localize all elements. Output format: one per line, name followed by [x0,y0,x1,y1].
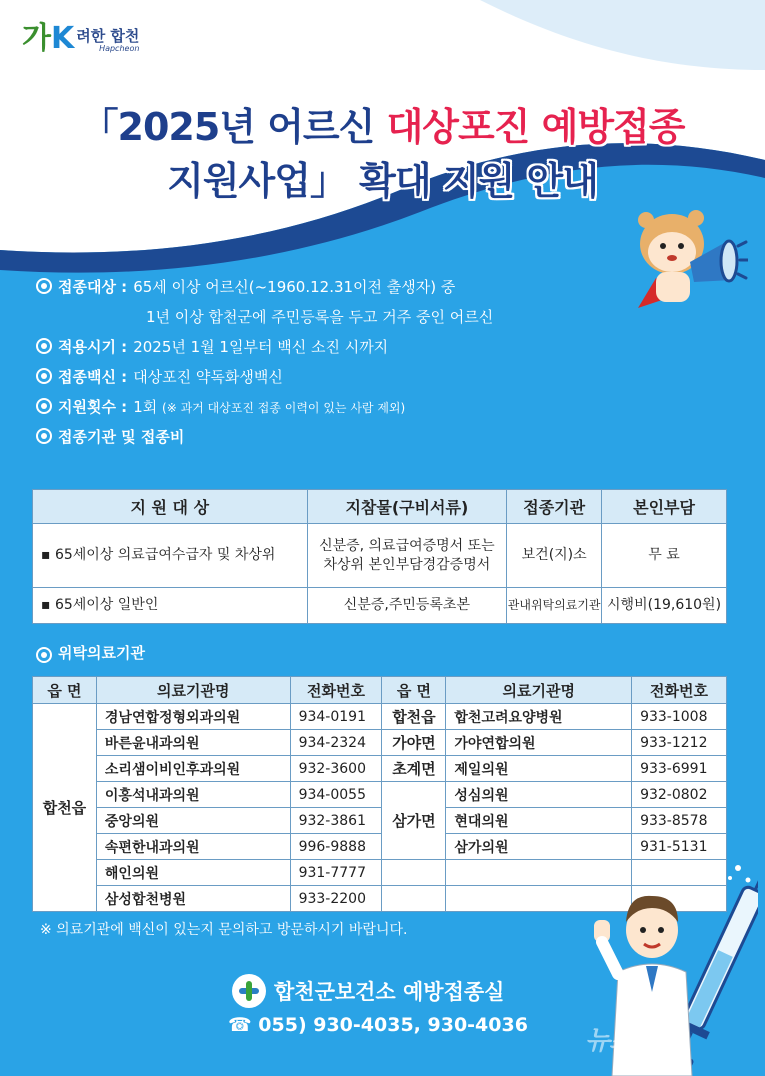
info-target: 접종대상 : 65세 이상 어르신(~1960.12.31이전 출생자) 중 [36,276,656,306]
title-highlight: 대상포진 예방접종 [386,105,685,149]
bullet-icon [36,338,52,354]
table-row: 속편한내과의원 996-9888 삼가의원 931-5131 [33,834,727,860]
info-target-line2: 1년 이상 합천군에 주민등록을 두고 거주 중인 어르신 [146,308,494,326]
bullet-icon [36,398,52,414]
info-vaccine: 접종백신 : 대상포진 약독화생백신 [36,366,656,396]
table-row: 이홍석내과의원 934-0055 삼가면 성심의원 932-0802 [33,782,727,808]
bullet-icon [36,647,52,663]
logo-korean-text: 려한 합천 [76,27,140,45]
table-row: 중앙의원 932-3861 현대의원 933-8578 [33,808,727,834]
header-cost: 본인부담 [602,490,727,524]
hapcheon-logo: 가K 려한 합천 Hapcheon [22,21,140,56]
table-row: 삼성합천병원 933-2200 [33,886,727,912]
table-row: 소리샘이비인후과의원 932-3600 초계면 제일의원 933-6991 [33,756,727,782]
page-title-line1: 「2025년 어르신 대상포진 예방접종 [80,105,685,149]
table-row: 해인의원 931-7777 [33,860,727,886]
region-hapcheon: 합천읍 [33,704,97,912]
support-table [32,489,727,624]
info-count: 지원횟수 : 1회 (※ 과거 대상포진 접종 이력이 있는 사람 제외) [36,396,656,426]
bullet-icon [36,428,52,444]
header-facility: 접종기관 [507,490,602,524]
info-section [36,276,656,456]
header-docs: 지참물(구비서류) [307,490,507,524]
clinic-table: 읍 면 의료기관명 전화번호 읍 면 의료기관명 전화번호 합천읍 경남연합정형외과의원 934-0191 합천읍 합천고려요양병원 933-1008 바른윤내과의원 934-2324 가야면 가야연합의원 933-1212 소리샘이비인후과의원 932-3600 초계면 제일의원 933-6991 이홍석내과의원 934-0055 삼가면 성심의원 932-0802 중앙의원 932-3861 현대의원 933-8578 속편한내과의원 996-9888 삼가의원 931-5131 해인의원 931-7777 삼성합천병원 933-2200 [32,676,727,912]
table-row: 합천읍 경남연합정형외과의원 934-0191 합천읍 합천고려요양병원 933-1008 [33,704,727,730]
table-row: ▪ 65세이상 일반인 신분증,주민등록초본 관내위탁의료기관 시행비(19,610원) [33,588,727,624]
footer-organization: 합천군보건소 예방접종실 [232,974,504,1008]
bullet-icon [36,278,52,294]
clinic-section-title: 위탁의료기관 [36,642,145,663]
logo-english-text: Hapcheon [99,44,140,53]
page-title-line2: 지원사업」 확대 지원 안내 [167,159,598,203]
table-row: 바른윤내과의원 934-2324 가야면 가야연합의원 933-1212 [33,730,727,756]
bullet-icon [36,368,52,384]
footer-phone: ☎ 055) 930-4035, 930-4036 [228,1014,528,1036]
info-period: 적용시기 : 2025년 1월 1일부터 백신 소진 시까지 [36,336,656,366]
info-facility: 접종기관 및 접종비 [36,426,656,456]
table-row: ▪ 65세이상 의료급여수급자 및 차상위 신분증, 의료급여증명서 또는 차상위 본인부담경감증명서 보건(지)소 무 료 [33,524,727,588]
watermark-text: 뉴스게이 [585,1026,682,1056]
health-center-emblem-icon [232,974,266,1008]
footer-note: ※ 의료기관에 백신이 있는지 문의하고 방문하시기 바랍니다. [40,922,408,938]
header-target: 지 원 대 상 [33,490,308,524]
